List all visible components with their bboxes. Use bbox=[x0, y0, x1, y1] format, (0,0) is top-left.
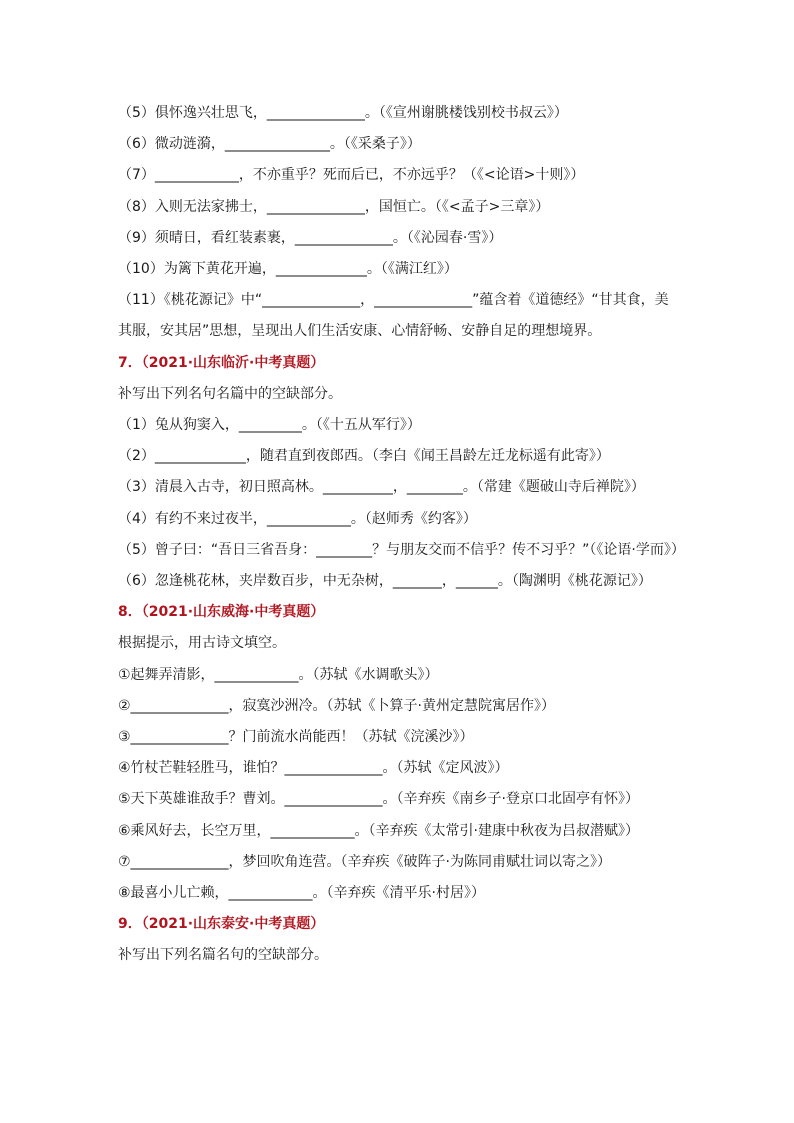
question-instruction-9: 补写出下列名篇名句的空缺部分。 bbox=[118, 947, 328, 964]
question-line-8-7: ⑦______________，梦回吹角连营。（辛弃疾《破阵子·为陈同甫赋壮词以寄之》） bbox=[118, 853, 611, 870]
question-line-7-5: （5）曾子曰：“吾日三省吾身：________？与朋友交而不信乎？传不习乎？”（《论语·学而》） bbox=[118, 541, 685, 558]
question-line-6-11: （11）《桃花源记》中“______________，______________”蕴含着《道德经》“甘其食，美其服，安其居”思想，呈现出人们生活安康、心情舒畅、安静自足的理想境界。 bbox=[118, 292, 669, 340]
question-instruction-7: 补写出下列名句名篇中的空缺部分。 bbox=[118, 385, 342, 402]
question-line-8-1: ①起舞弄清影，____________。（苏轼《水调歌头》） bbox=[118, 666, 439, 683]
question-line-6-5: （5）俱怀逸兴壮思飞，______________。（《宣州谢朓楼饯别校书叔云》） bbox=[118, 105, 568, 121]
question-line-7-3: （3）清晨入古寺，初日照高林。__________，________。（常建《题破山寺后禅院》） bbox=[118, 479, 645, 496]
question-line-8-4: ④竹杖芒鞋轻胜马，谁怕？______________。（苏轼《定风波》） bbox=[118, 760, 509, 777]
question-line-6-9: （9）须晴日，看红装素裹，______________。（《沁园春·雪》） bbox=[118, 229, 503, 246]
document-page bbox=[118, 98, 685, 972]
question-line-8-6: ⑥乘风好去，长空万里，____________。（辛弃疾《太常引·建康中秋夜为吕叔潜赋》） bbox=[118, 822, 639, 839]
question-heading-8: 8．（2021·山东威海·中考真题） bbox=[118, 604, 325, 621]
question-line-6-7: （7）____________，不亦重乎？死而后已，不亦远乎？（《<论语>十则》） bbox=[118, 167, 585, 184]
question-line-8-2: ②______________，寂寞沙洲冷。（苏轼《卜算子·黄州定慧院寓居作》） bbox=[118, 697, 555, 714]
question-line-6-10: （10）为篱下黄花开遍，_____________。（《满江红》） bbox=[118, 261, 458, 278]
question-line-8-3: ③______________？门前流水尚能西！（苏轼《浣溪沙》） bbox=[118, 729, 474, 746]
question-line-7-2: （2）_____________，随君直到夜郎西。（李白《闻王昌龄左迁龙标遥有此寄》） bbox=[118, 448, 610, 465]
question-line-6-8: （8）入则无法家拂士，______________，国恒亡。（《<孟子>三章》） bbox=[118, 198, 550, 215]
question-line-7-4: （4）有约不来过夜半，____________。（赵师秀《约客》） bbox=[118, 510, 477, 527]
question-line-8-8: ⑧最喜小儿亡赖，____________。（辛弃疾《清平乐·村居》） bbox=[118, 885, 485, 902]
question-line-6-6: （6）微动涟漪，_______________。（《采桑子》） bbox=[118, 136, 421, 153]
question-line-8-5: ⑤天下英雄谁敌手？曹刘。______________。（辛弃疾《南乡子·登京口北固亭有怀》） bbox=[118, 791, 639, 808]
question-heading-7: 7．（2021·山东临沂·中考真题） bbox=[118, 354, 325, 371]
question-heading-9: 9．（2021·山东泰安·中考真题） bbox=[118, 916, 325, 933]
question-instruction-8: 根据提示，用古诗文填空。 bbox=[118, 635, 286, 652]
question-line-7-6: （6）忽逢桃花林，夹岸数百步，中无杂树，_______，______。（陶渊明《桃花源记》） bbox=[118, 573, 652, 590]
question-line-7-1: （1）兔从狗窦入，_________。（《十五从军行》） bbox=[118, 417, 421, 434]
